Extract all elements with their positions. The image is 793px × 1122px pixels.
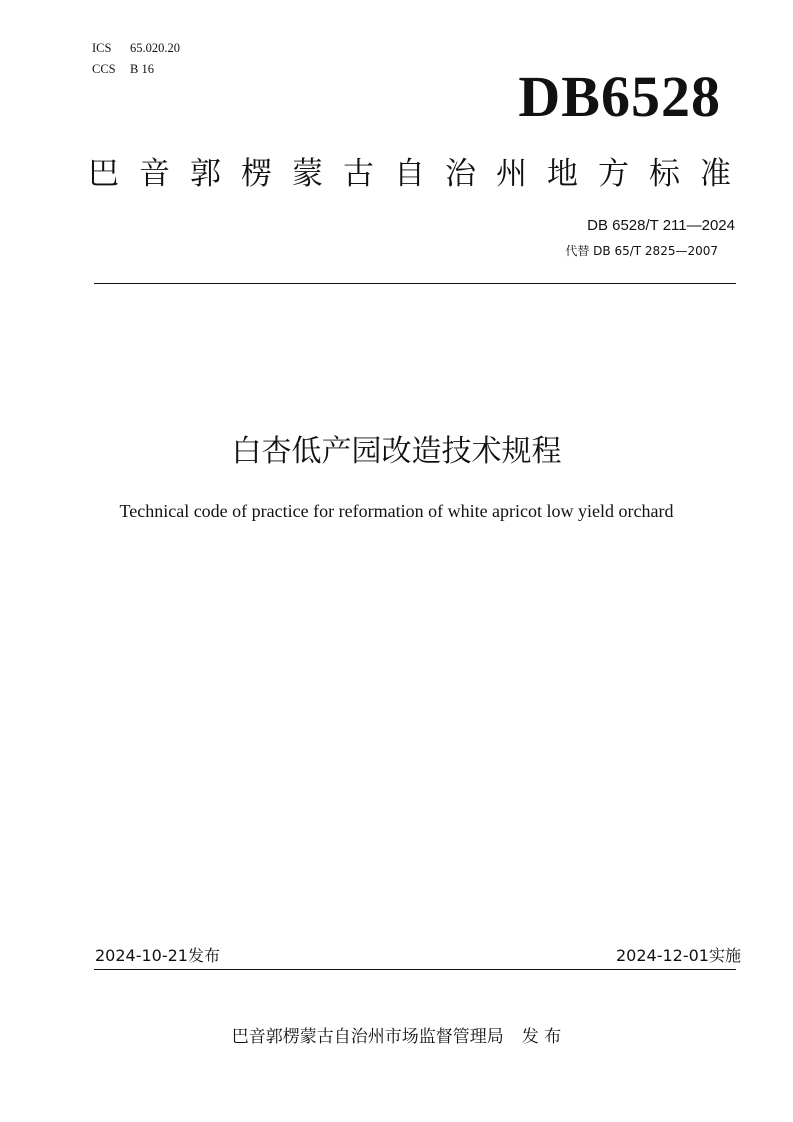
ics-code: 65.020.20 bbox=[130, 41, 180, 55]
classification-codes bbox=[92, 38, 180, 80]
header-divider bbox=[94, 283, 736, 284]
document-title-english: Technical code of practice for reformation of white apricot low yield orchard bbox=[119, 501, 674, 521]
ccs-code: B 16 bbox=[130, 62, 154, 76]
standard-number: DB 6528/T 211—2024 bbox=[587, 217, 735, 234]
replaced-standard: 代替 DB 65/T 2825—2007 bbox=[565, 244, 718, 258]
document-title-chinese: 白杏低产园改造技术规程 bbox=[231, 434, 562, 469]
issue-date: 2024-10-21发布 bbox=[95, 946, 220, 965]
publish-action: 发 布 bbox=[521, 1027, 562, 1047]
footer-divider bbox=[94, 969, 736, 970]
publisher-name: 巴音郭楞蒙古自治州市场监督管理局 bbox=[231, 1027, 504, 1047]
publisher-line bbox=[0, 1024, 793, 1050]
ics-label: ICS bbox=[92, 41, 112, 55]
standard-type-heading bbox=[88, 152, 751, 196]
effective-date: 2024-12-01实施 bbox=[616, 946, 741, 965]
ccs-label: CCS bbox=[92, 62, 116, 76]
db-standard-logo: DB6528 bbox=[518, 64, 721, 129]
ics-row bbox=[92, 38, 180, 59]
standard-type-text: 巴音郭楞蒙古自治州地方标准 bbox=[88, 156, 751, 192]
ccs-row bbox=[92, 59, 180, 80]
